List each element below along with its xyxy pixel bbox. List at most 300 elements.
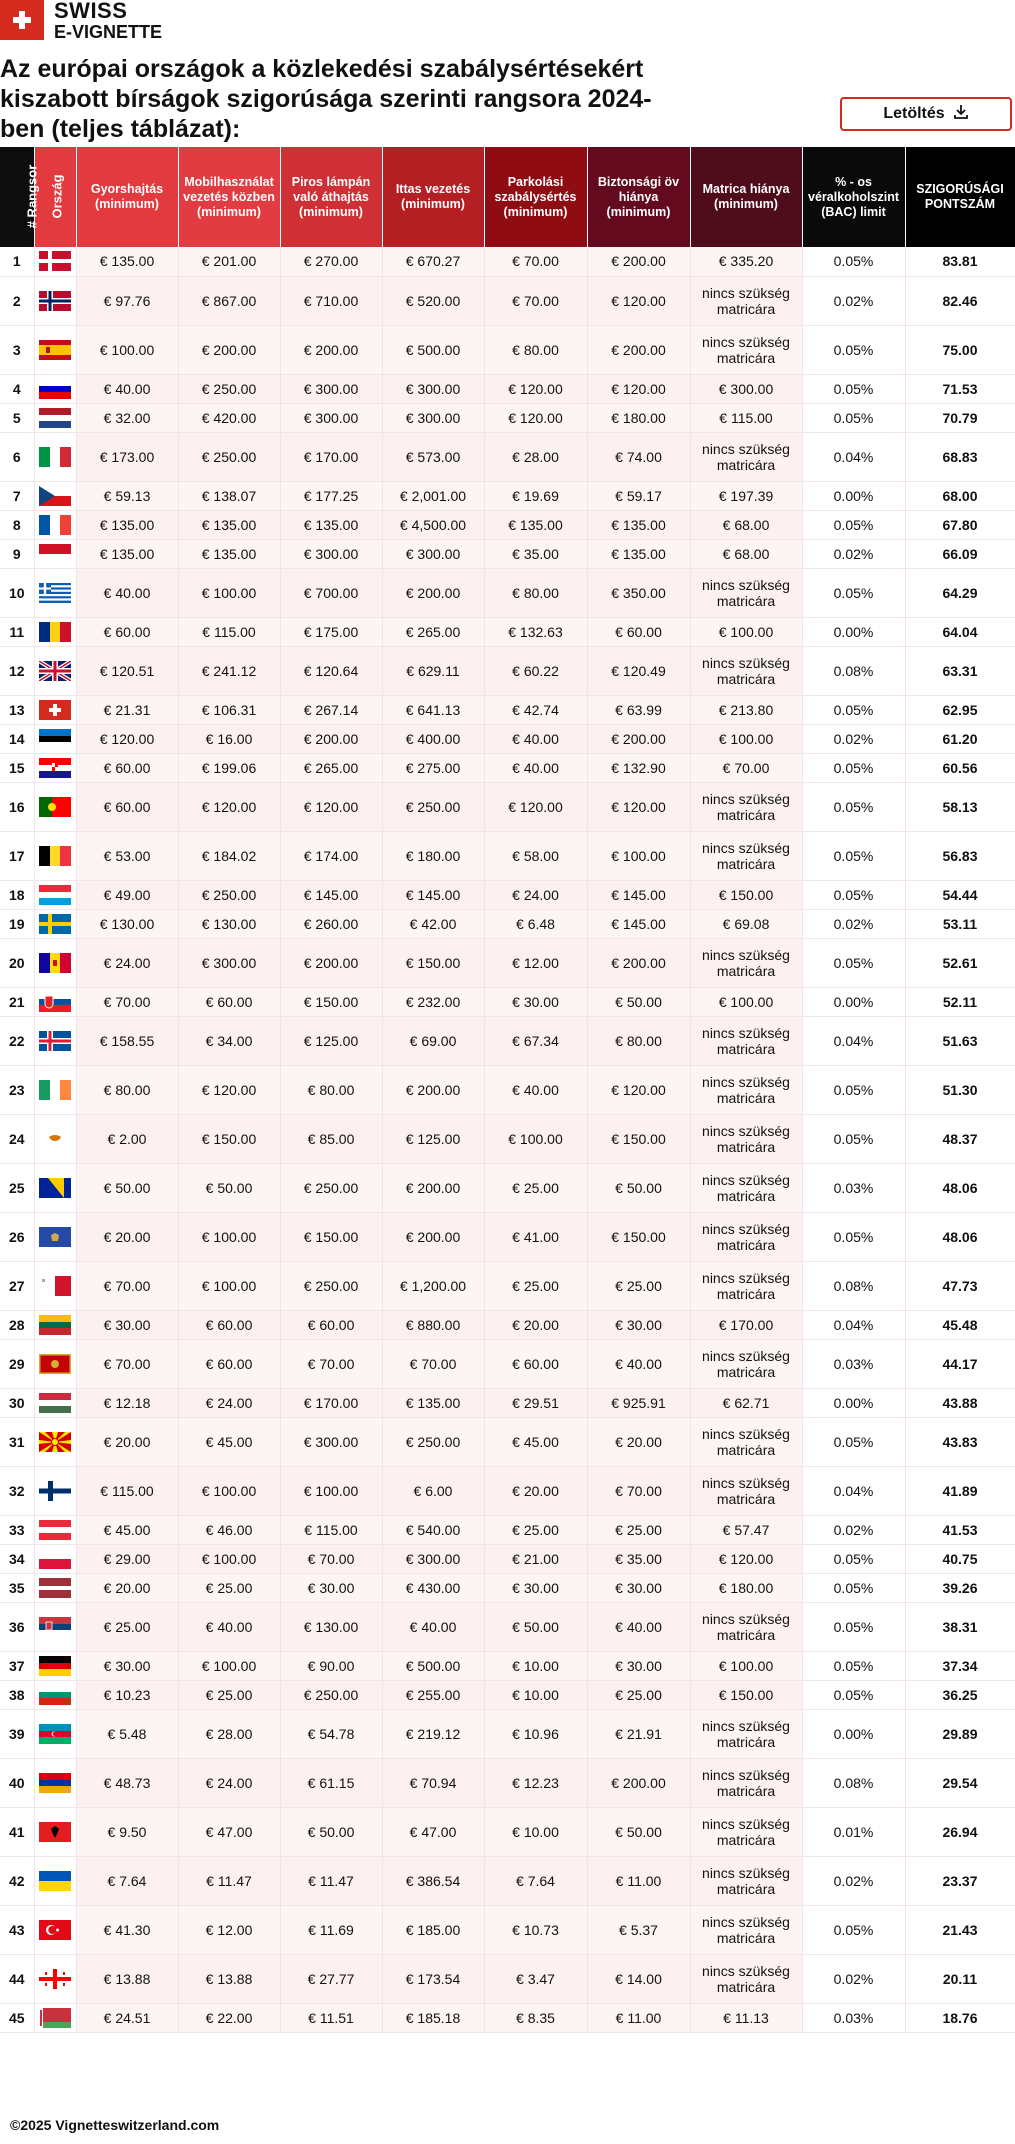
table-row — [0, 1388, 1015, 1417]
fine-cell: € 53.00 — [76, 831, 178, 880]
fine-cell: € 85.00 — [280, 1114, 382, 1163]
score-cell: 40.75 — [905, 1544, 1015, 1573]
score-cell: 52.11 — [905, 987, 1015, 1016]
rank-cell: 39 — [0, 1709, 34, 1758]
fine-cell: € 150.00 — [178, 1114, 280, 1163]
fine-cell: € 25.00 — [484, 1163, 587, 1212]
fine-cell: € 25.00 — [484, 1515, 587, 1544]
fine-cell: € 30.00 — [76, 1651, 178, 1680]
header-redlight: Piros lámpán való áthajtás (minimum) — [280, 147, 382, 247]
fine-cell: € 54.78 — [280, 1709, 382, 1758]
fine-cell: nincs szükség matricára — [690, 646, 802, 695]
bac-cell: 0.00% — [802, 481, 905, 510]
fine-cell: € 135.00 — [178, 539, 280, 568]
fine-cell: € 177.25 — [280, 481, 382, 510]
fine-cell: € 10.00 — [484, 1680, 587, 1709]
mt-flag-icon — [34, 1261, 76, 1310]
header-country: Ország — [34, 147, 76, 247]
table-body — [0, 247, 1015, 2032]
fine-cell: € 60.00 — [178, 1339, 280, 1388]
fine-cell: € 120.00 — [587, 374, 690, 403]
lu-flag-icon — [34, 880, 76, 909]
lv-flag-icon — [34, 1573, 76, 1602]
fine-cell: € 100.00 — [178, 1261, 280, 1310]
fine-cell: € 386.54 — [382, 1856, 484, 1905]
fine-cell: € 199.06 — [178, 753, 280, 782]
fine-cell: € 60.00 — [76, 617, 178, 646]
fine-cell: € 670.27 — [382, 247, 484, 276]
rank-cell: 32 — [0, 1466, 34, 1515]
fine-cell: € 125.00 — [382, 1114, 484, 1163]
fine-cell: € 150.00 — [587, 1114, 690, 1163]
table-row — [0, 1807, 1015, 1856]
score-cell: 23.37 — [905, 1856, 1015, 1905]
table-row — [0, 1310, 1015, 1339]
fine-cell: € 232.00 — [382, 987, 484, 1016]
fine-cell: € 145.00 — [280, 880, 382, 909]
download-button[interactable] — [840, 97, 1012, 131]
fine-cell: € 40.00 — [484, 1065, 587, 1114]
fine-cell: € 641.13 — [382, 695, 484, 724]
fine-cell: € 200.00 — [587, 325, 690, 374]
table-row — [0, 987, 1015, 1016]
fines-table — [0, 147, 1015, 2033]
fine-cell: € 45.00 — [76, 1515, 178, 1544]
fine-cell: € 6.48 — [484, 909, 587, 938]
fine-cell: € 30.00 — [484, 987, 587, 1016]
rank-cell: 23 — [0, 1065, 34, 1114]
fine-cell: € 201.00 — [178, 247, 280, 276]
fine-cell: € 70.00 — [484, 276, 587, 325]
fine-cell: € 30.00 — [587, 1651, 690, 1680]
fine-cell: € 120.00 — [178, 782, 280, 831]
header-rank: # Rangsor — [0, 147, 34, 247]
fine-cell: € 10.00 — [484, 1807, 587, 1856]
rank-cell: 41 — [0, 1807, 34, 1856]
rank-cell: 20 — [0, 938, 34, 987]
fine-cell: € 100.00 — [690, 987, 802, 1016]
rank-cell: 26 — [0, 1212, 34, 1261]
score-cell: 37.34 — [905, 1651, 1015, 1680]
fine-cell: € 70.00 — [587, 1466, 690, 1515]
bac-cell: 0.01% — [802, 1807, 905, 1856]
bac-cell: 0.02% — [802, 539, 905, 568]
score-cell: 38.31 — [905, 1602, 1015, 1651]
rank-cell: 19 — [0, 909, 34, 938]
fine-cell: € 1,200.00 — [382, 1261, 484, 1310]
bac-cell: 0.03% — [802, 1163, 905, 1212]
fine-cell: € 125.00 — [280, 1016, 382, 1065]
fine-cell: € 6.00 — [382, 1466, 484, 1515]
bac-cell: 0.05% — [802, 1905, 905, 1954]
fine-cell: € 70.00 — [484, 247, 587, 276]
fine-cell: € 213.80 — [690, 695, 802, 724]
bac-cell: 0.05% — [802, 1212, 905, 1261]
fine-cell: € 28.00 — [484, 432, 587, 481]
fine-cell: € 42.74 — [484, 695, 587, 724]
fine-cell: € 185.00 — [382, 1905, 484, 1954]
score-cell: 51.30 — [905, 1065, 1015, 1114]
rank-cell: 35 — [0, 1573, 34, 1602]
fine-cell: € 200.00 — [382, 1163, 484, 1212]
fine-cell: € 300.00 — [280, 1417, 382, 1466]
fine-cell: € 74.00 — [587, 432, 690, 481]
bac-cell: 0.05% — [802, 938, 905, 987]
bac-cell: 0.05% — [802, 1544, 905, 1573]
fine-cell: € 135.00 — [76, 539, 178, 568]
fine-cell: € 520.00 — [382, 276, 484, 325]
fine-cell: € 42.00 — [382, 909, 484, 938]
bac-cell: 0.03% — [802, 2003, 905, 2032]
bac-cell: 0.02% — [802, 276, 905, 325]
page-title: Az európai országok a közlekedési szabálysértésekért kiszabott bírságok szigorúsága szerinti rangsora 2024-ben (teljes táblázat): — [0, 55, 652, 143]
score-cell: 67.80 — [905, 510, 1015, 539]
fine-cell: € 20.00 — [76, 1573, 178, 1602]
score-cell: 53.11 — [905, 909, 1015, 938]
fine-cell: € 19.69 — [484, 481, 587, 510]
fine-cell: € 350.00 — [587, 568, 690, 617]
fine-cell: € 61.15 — [280, 1758, 382, 1807]
table-row — [0, 247, 1015, 276]
score-cell: 29.89 — [905, 1709, 1015, 1758]
no-flag-icon — [34, 276, 76, 325]
fine-cell: € 27.77 — [280, 1954, 382, 2003]
score-cell: 63.31 — [905, 646, 1015, 695]
rank-cell: 4 — [0, 374, 34, 403]
fine-cell: € 40.00 — [587, 1602, 690, 1651]
fine-cell: € 250.00 — [178, 432, 280, 481]
fine-cell: € 11.51 — [280, 2003, 382, 2032]
fine-cell: € 200.00 — [178, 325, 280, 374]
rank-cell: 24 — [0, 1114, 34, 1163]
table-row — [0, 1680, 1015, 1709]
table-row — [0, 753, 1015, 782]
fine-cell: € 500.00 — [382, 1651, 484, 1680]
score-cell: 43.88 — [905, 1388, 1015, 1417]
fine-cell: € 70.00 — [76, 987, 178, 1016]
fine-cell: € 135.00 — [76, 510, 178, 539]
fine-cell: € 115.00 — [280, 1515, 382, 1544]
fine-cell: € 50.00 — [587, 987, 690, 1016]
rank-cell: 42 — [0, 1856, 34, 1905]
hr-flag-icon — [34, 753, 76, 782]
fine-cell: € 49.00 — [76, 880, 178, 909]
download-icon — [953, 104, 969, 125]
fine-cell: € 70.94 — [382, 1758, 484, 1807]
score-cell: 68.83 — [905, 432, 1015, 481]
rank-cell: 9 — [0, 539, 34, 568]
bac-cell: 0.08% — [802, 646, 905, 695]
rank-cell: 28 — [0, 1310, 34, 1339]
score-cell: 60.56 — [905, 753, 1015, 782]
fine-cell: € 400.00 — [382, 724, 484, 753]
fine-cell: nincs szükség matricára — [690, 568, 802, 617]
fine-cell: € 28.00 — [178, 1709, 280, 1758]
fine-cell: € 130.00 — [178, 909, 280, 938]
score-cell: 70.79 — [905, 403, 1015, 432]
fine-cell: € 40.00 — [76, 374, 178, 403]
fine-cell: € 170.00 — [690, 1310, 802, 1339]
fine-cell: € 200.00 — [382, 1212, 484, 1261]
fine-cell: € 21.91 — [587, 1709, 690, 1758]
header-phone: Mobilhasználat vezetés közben (minimum) — [178, 147, 280, 247]
table-row — [0, 1016, 1015, 1065]
fine-cell: € 200.00 — [280, 325, 382, 374]
download-label: Letöltés — [883, 105, 945, 122]
fine-cell: € 260.00 — [280, 909, 382, 938]
score-cell: 75.00 — [905, 325, 1015, 374]
fine-cell: € 30.00 — [280, 1573, 382, 1602]
rank-cell: 1 — [0, 247, 34, 276]
fine-cell: € 150.00 — [280, 987, 382, 1016]
fine-cell: € 100.00 — [76, 325, 178, 374]
fine-cell: € 25.00 — [587, 1515, 690, 1544]
ch-flag-icon — [34, 695, 76, 724]
lt-flag-icon — [34, 1310, 76, 1339]
fine-cell: € 2.00 — [76, 1114, 178, 1163]
bac-cell: 0.05% — [802, 782, 905, 831]
fine-cell: € 170.00 — [280, 1388, 382, 1417]
bac-cell: 0.05% — [802, 1680, 905, 1709]
az-flag-icon — [34, 1709, 76, 1758]
bac-cell: 0.04% — [802, 1310, 905, 1339]
table-row — [0, 724, 1015, 753]
fine-cell: € 120.00 — [178, 1065, 280, 1114]
rank-cell: 38 — [0, 1680, 34, 1709]
bg-flag-icon — [34, 1680, 76, 1709]
fine-cell: € 200.00 — [587, 1758, 690, 1807]
table-row — [0, 374, 1015, 403]
fine-cell: € 120.00 — [484, 374, 587, 403]
bac-cell: 0.02% — [802, 909, 905, 938]
fine-cell: € 200.00 — [382, 568, 484, 617]
score-cell: 68.00 — [905, 481, 1015, 510]
fine-cell: € 2,001.00 — [382, 481, 484, 510]
score-cell: 47.73 — [905, 1261, 1015, 1310]
fine-cell: € 14.00 — [587, 1954, 690, 2003]
bac-cell: 0.02% — [802, 724, 905, 753]
fine-cell: € 275.00 — [382, 753, 484, 782]
score-cell: 64.29 — [905, 568, 1015, 617]
fine-cell: € 45.00 — [178, 1417, 280, 1466]
fine-cell: € 29.00 — [76, 1544, 178, 1573]
score-cell: 64.04 — [905, 617, 1015, 646]
brand-line1: SWISS — [54, 0, 128, 23]
fine-cell: € 174.00 — [280, 831, 382, 880]
table-row — [0, 1602, 1015, 1651]
fine-cell: € 70.00 — [690, 753, 802, 782]
fine-cell: € 20.00 — [76, 1212, 178, 1261]
score-cell: 26.94 — [905, 1807, 1015, 1856]
fine-cell: € 69.08 — [690, 909, 802, 938]
table-row — [0, 1163, 1015, 1212]
fine-cell: nincs szükség matricára — [690, 1856, 802, 1905]
fine-cell: € 265.00 — [280, 753, 382, 782]
fine-cell: € 219.12 — [382, 1709, 484, 1758]
fine-cell: € 115.00 — [690, 403, 802, 432]
rank-cell: 21 — [0, 987, 34, 1016]
fine-cell: nincs szükség matricára — [690, 938, 802, 987]
fine-cell: € 60.00 — [484, 1339, 587, 1388]
fine-cell: € 13.88 — [76, 1954, 178, 2003]
fine-cell: € 25.00 — [484, 1261, 587, 1310]
bac-cell: 0.04% — [802, 1466, 905, 1515]
fine-cell: € 130.00 — [280, 1602, 382, 1651]
fine-cell: € 250.00 — [280, 1680, 382, 1709]
table-row — [0, 695, 1015, 724]
fine-cell: € 100.00 — [280, 1466, 382, 1515]
fine-cell: € 145.00 — [382, 880, 484, 909]
bac-cell: 0.08% — [802, 1758, 905, 1807]
fine-cell: € 97.76 — [76, 276, 178, 325]
fine-cell: € 10.96 — [484, 1709, 587, 1758]
fine-cell: € 47.00 — [382, 1807, 484, 1856]
fi-flag-icon — [34, 1466, 76, 1515]
rank-cell: 25 — [0, 1163, 34, 1212]
fine-cell: € 184.02 — [178, 831, 280, 880]
fine-cell: € 24.00 — [76, 938, 178, 987]
table-row — [0, 617, 1015, 646]
fine-cell: € 16.00 — [178, 724, 280, 753]
fine-cell: € 100.00 — [178, 1651, 280, 1680]
fine-cell: nincs szükség matricára — [690, 325, 802, 374]
score-cell: 29.54 — [905, 1758, 1015, 1807]
fine-cell: € 135.00 — [382, 1388, 484, 1417]
fine-cell: € 80.00 — [76, 1065, 178, 1114]
fine-cell: € 11.00 — [587, 1856, 690, 1905]
fine-cell: € 540.00 — [382, 1515, 484, 1544]
fine-cell: € 70.00 — [280, 1544, 382, 1573]
fine-cell: € 70.00 — [76, 1261, 178, 1310]
rank-cell: 10 — [0, 568, 34, 617]
score-cell: 61.20 — [905, 724, 1015, 753]
fine-cell: € 62.71 — [690, 1388, 802, 1417]
fine-cell: € 500.00 — [382, 325, 484, 374]
score-cell: 45.48 — [905, 1310, 1015, 1339]
gb-flag-icon — [34, 646, 76, 695]
fine-cell: € 50.00 — [587, 1163, 690, 1212]
fine-cell: € 70.00 — [280, 1339, 382, 1388]
table-row — [0, 481, 1015, 510]
fine-cell: € 300.00 — [382, 374, 484, 403]
score-cell: 20.11 — [905, 1954, 1015, 2003]
fine-cell: € 67.34 — [484, 1016, 587, 1065]
de-flag-icon — [34, 1651, 76, 1680]
fine-cell: € 50.00 — [178, 1163, 280, 1212]
bac-cell: 0.04% — [802, 432, 905, 481]
fine-cell: € 300.00 — [382, 539, 484, 568]
fine-cell: € 700.00 — [280, 568, 382, 617]
fine-cell: € 132.63 — [484, 617, 587, 646]
score-cell: 52.61 — [905, 938, 1015, 987]
ie-flag-icon — [34, 1065, 76, 1114]
fine-cell: € 5.48 — [76, 1709, 178, 1758]
fine-cell: € 20.00 — [587, 1417, 690, 1466]
table-row — [0, 432, 1015, 481]
fine-cell: nincs szükség matricára — [690, 1016, 802, 1065]
fine-cell: € 200.00 — [587, 724, 690, 753]
fine-cell: € 120.00 — [280, 782, 382, 831]
fine-cell: € 135.00 — [280, 510, 382, 539]
fine-cell: € 24.00 — [484, 880, 587, 909]
fine-cell: € 300.00 — [280, 539, 382, 568]
fine-cell: € 10.00 — [484, 1651, 587, 1680]
fine-cell: € 32.00 — [76, 403, 178, 432]
fine-cell: € 300.00 — [690, 374, 802, 403]
fine-cell: € 11.47 — [280, 1856, 382, 1905]
at-flag-icon — [34, 1515, 76, 1544]
fine-cell: € 35.00 — [587, 1544, 690, 1573]
rank-cell: 12 — [0, 646, 34, 695]
fine-cell: nincs szükség matricára — [690, 1261, 802, 1310]
rank-cell: 30 — [0, 1388, 34, 1417]
score-cell: 41.89 — [905, 1466, 1015, 1515]
bac-cell: 0.05% — [802, 374, 905, 403]
cy-flag-icon — [34, 1114, 76, 1163]
fine-cell: € 710.00 — [280, 276, 382, 325]
am-flag-icon — [34, 1758, 76, 1807]
score-cell: 21.43 — [905, 1905, 1015, 1954]
table-row — [0, 646, 1015, 695]
fine-cell: nincs szükség matricára — [690, 1417, 802, 1466]
ee-flag-icon — [34, 724, 76, 753]
fine-cell: € 241.12 — [178, 646, 280, 695]
fine-cell: € 100.00 — [178, 1212, 280, 1261]
rank-cell: 7 — [0, 481, 34, 510]
score-cell: 58.13 — [905, 782, 1015, 831]
fine-cell: € 197.39 — [690, 481, 802, 510]
table-row — [0, 782, 1015, 831]
fine-cell: € 29.51 — [484, 1388, 587, 1417]
fine-cell: € 40.00 — [76, 568, 178, 617]
fine-cell: nincs szükség matricára — [690, 1212, 802, 1261]
fine-cell: € 34.00 — [178, 1016, 280, 1065]
score-cell: 43.83 — [905, 1417, 1015, 1466]
fine-cell: € 70.00 — [382, 1339, 484, 1388]
fine-cell: € 145.00 — [587, 909, 690, 938]
bac-cell: 0.05% — [802, 831, 905, 880]
brand-logo[interactable] — [0, 0, 162, 40]
header-parking: Parkolási szabálysértés (minimum) — [484, 147, 587, 247]
fine-cell: € 250.00 — [280, 1163, 382, 1212]
fine-cell: € 158.55 — [76, 1016, 178, 1065]
fine-cell: € 132.90 — [587, 753, 690, 782]
fine-cell: € 173.54 — [382, 1954, 484, 2003]
rank-cell: 36 — [0, 1602, 34, 1651]
fine-cell: € 300.00 — [178, 938, 280, 987]
footer-copyright: ©2025 Vignetteswitzerland.com — [10, 2117, 220, 2133]
bac-cell: 0.00% — [802, 1388, 905, 1417]
table-row — [0, 1466, 1015, 1515]
fine-cell: € 12.23 — [484, 1758, 587, 1807]
fine-cell: € 175.00 — [280, 617, 382, 646]
fine-cell: € 3.47 — [484, 1954, 587, 2003]
fine-cell: € 135.00 — [178, 510, 280, 539]
fine-cell: € 120.00 — [690, 1544, 802, 1573]
fine-cell: € 200.00 — [280, 938, 382, 987]
fine-cell: € 24.00 — [178, 1388, 280, 1417]
fine-cell: € 120.64 — [280, 646, 382, 695]
fine-cell: € 50.00 — [76, 1163, 178, 1212]
fine-cell: € 170.00 — [280, 432, 382, 481]
fine-cell: € 13.88 — [178, 1954, 280, 2003]
fine-cell: € 30.00 — [76, 1310, 178, 1339]
fine-cell: € 22.00 — [178, 2003, 280, 2032]
rank-cell: 37 — [0, 1651, 34, 1680]
bac-cell: 0.05% — [802, 568, 905, 617]
table-row — [0, 880, 1015, 909]
fine-cell: € 11.47 — [178, 1856, 280, 1905]
